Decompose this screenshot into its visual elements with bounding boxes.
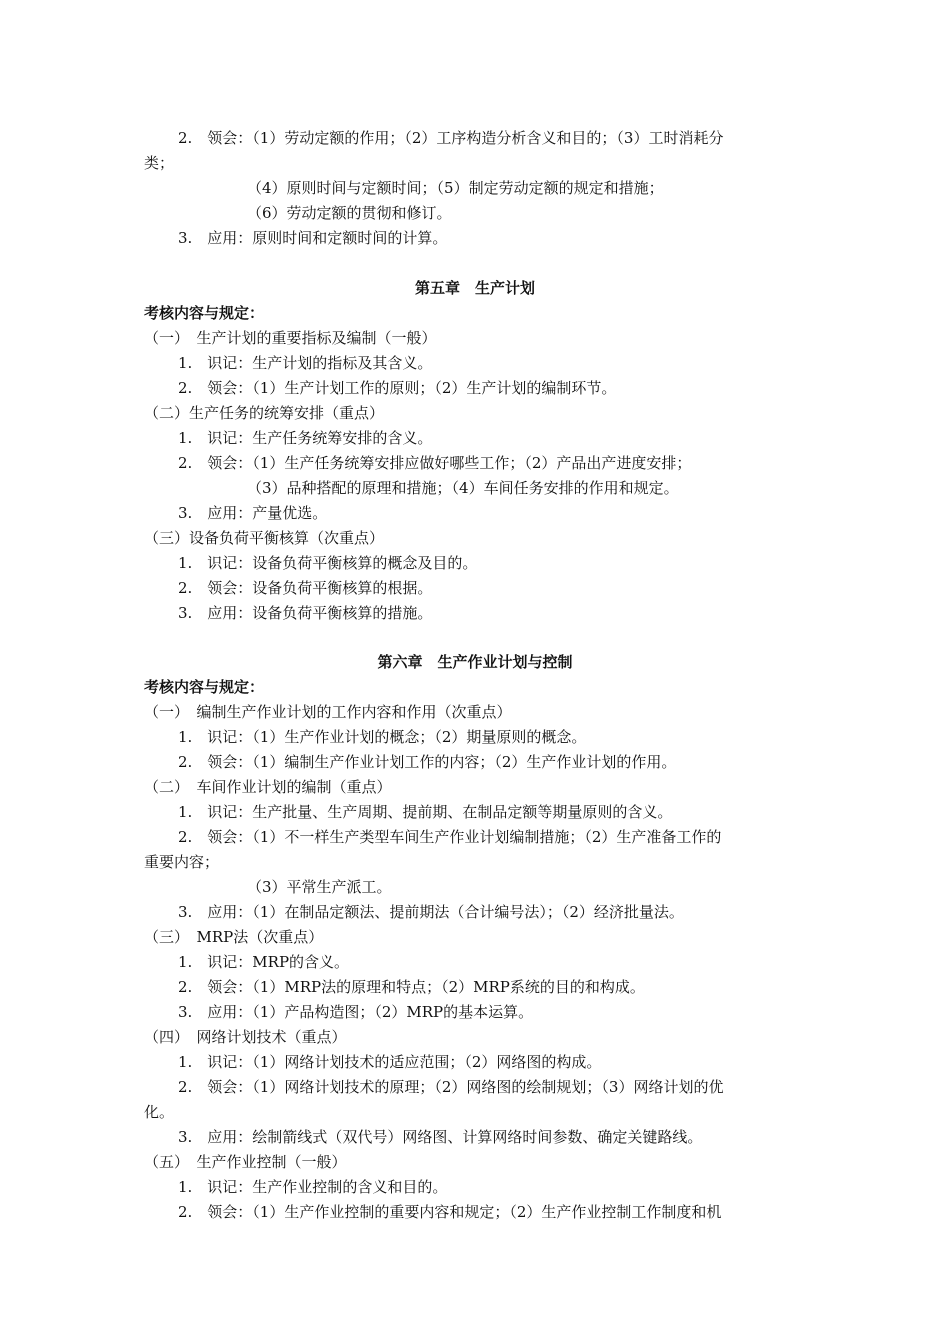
list-item: 1. 识记：（1）生产作业计划的概念；（2）期量原则的概念。 bbox=[178, 728, 587, 746]
chapter-title: 第六章 生产作业计划与控制 bbox=[377, 653, 573, 671]
list-item: 2. 领会：（1）编制生产作业计划工作的内容；（2）生产作业计划的作用。 bbox=[178, 753, 677, 771]
list-item: 3. 应用：（1）在制品定额法、提前期法（合计编号法）；（2）经济批量法。 bbox=[178, 903, 684, 921]
subsection-heading: （一） 生产计划的重要指标及编制（一般） bbox=[144, 329, 437, 347]
list-item-continuation: （3）平常生产派工。 bbox=[247, 878, 392, 896]
text-line: （4）原则时间与定额时间；（5）制定劳动定额的规定和措施； bbox=[247, 179, 664, 197]
list-item: 3. 应用：绘制箭线式（双代号）网络图、计算网络时间参数、确定关键路线。 bbox=[178, 1128, 703, 1146]
list-item-continuation: 重要内容； bbox=[144, 853, 220, 871]
list-item-continuation: （3）品种搭配的原理和措施；（4）车间任务安排的作用和规定。 bbox=[247, 479, 679, 497]
list-item: 2. 领会：（1）生产任务统筹安排应做好哪些工作；（2）产品出产进度安排； bbox=[178, 454, 692, 472]
list-item: 2. 领会：设备负荷平衡核算的根据。 bbox=[178, 579, 433, 597]
text-line: 3. 应用：原则时间和定额时间的计算。 bbox=[178, 229, 448, 247]
list-item: 1. 识记：（1）网络计划技术的适应范围；（2）网络图的构成。 bbox=[178, 1053, 602, 1071]
text-line: （6）劳动定额的贯彻和修订。 bbox=[247, 204, 452, 222]
subsection-heading: （三）设备负荷平衡核算（次重点） bbox=[144, 529, 385, 547]
list-item: 3. 应用：产量优选。 bbox=[178, 504, 328, 522]
list-item: 1. 识记：设备负荷平衡核算的概念及目的。 bbox=[178, 554, 478, 572]
list-item: 3. 应用：设备负荷平衡核算的措施。 bbox=[178, 604, 433, 622]
section-heading: 考核内容与规定： bbox=[144, 304, 265, 322]
text-line: 2. 领会：（1）劳动定额的作用；（2）工序构造分析含义和目的；（3）工时消耗分 bbox=[178, 129, 724, 147]
section-heading: 考核内容与规定： bbox=[144, 678, 265, 696]
subsection-heading: （二） 车间作业计划的编制（重点） bbox=[144, 778, 392, 796]
subsection-heading: （一） 编制生产作业计划的工作内容和作用（次重点） bbox=[144, 703, 512, 721]
chapter-title: 第五章 生产计划 bbox=[414, 279, 535, 297]
list-item: 1. 识记：生产任务统筹安排的含义。 bbox=[178, 429, 433, 447]
subsection-heading: （二）生产任务的统筹安排（重点） bbox=[144, 404, 385, 422]
list-item: 1. 识记：生产计划的指标及其含义。 bbox=[178, 354, 433, 372]
list-item: 2. 领会：（1）网络计划技术的原理；（2）网络图的绘制规划；（3）网络计划的优 bbox=[178, 1078, 724, 1096]
list-item: 2. 领会：（1）不一样生产类型车间生产作业计划编制措施；（2）生产准备工作的 bbox=[178, 828, 722, 846]
list-item: 2. 领会：（1）生产作业控制的重要内容和规定；（2）生产作业控制工作制度和机 bbox=[178, 1203, 722, 1221]
list-item: 1. 识记：生产批量、生产周期、提前期、在制品定额等期量原则的含义。 bbox=[178, 803, 673, 821]
list-item: 2. 领会：（1）生产计划工作的原则；（2）生产计划的编制环节。 bbox=[178, 379, 617, 397]
list-item-continuation: 化。 bbox=[144, 1103, 175, 1121]
subsection-heading: （五） 生产作业控制（一般） bbox=[144, 1153, 347, 1171]
list-item: 1. 识记：MRP的含义。 bbox=[178, 953, 350, 971]
subsection-heading: （四） 网络计划技术（重点） bbox=[144, 1028, 347, 1046]
list-item: 1. 识记：生产作业控制的含义和目的。 bbox=[178, 1178, 448, 1196]
list-item: 2. 领会：（1）MRP法的原理和特点；（2）MRP系统的目的和构成。 bbox=[178, 978, 645, 996]
text-line: 类； bbox=[144, 154, 175, 172]
subsection-heading: （三） MRP法（次重点） bbox=[144, 928, 324, 946]
list-item: 3. 应用：（1）产品构造图；（2）MRP的基本运算。 bbox=[178, 1003, 534, 1021]
